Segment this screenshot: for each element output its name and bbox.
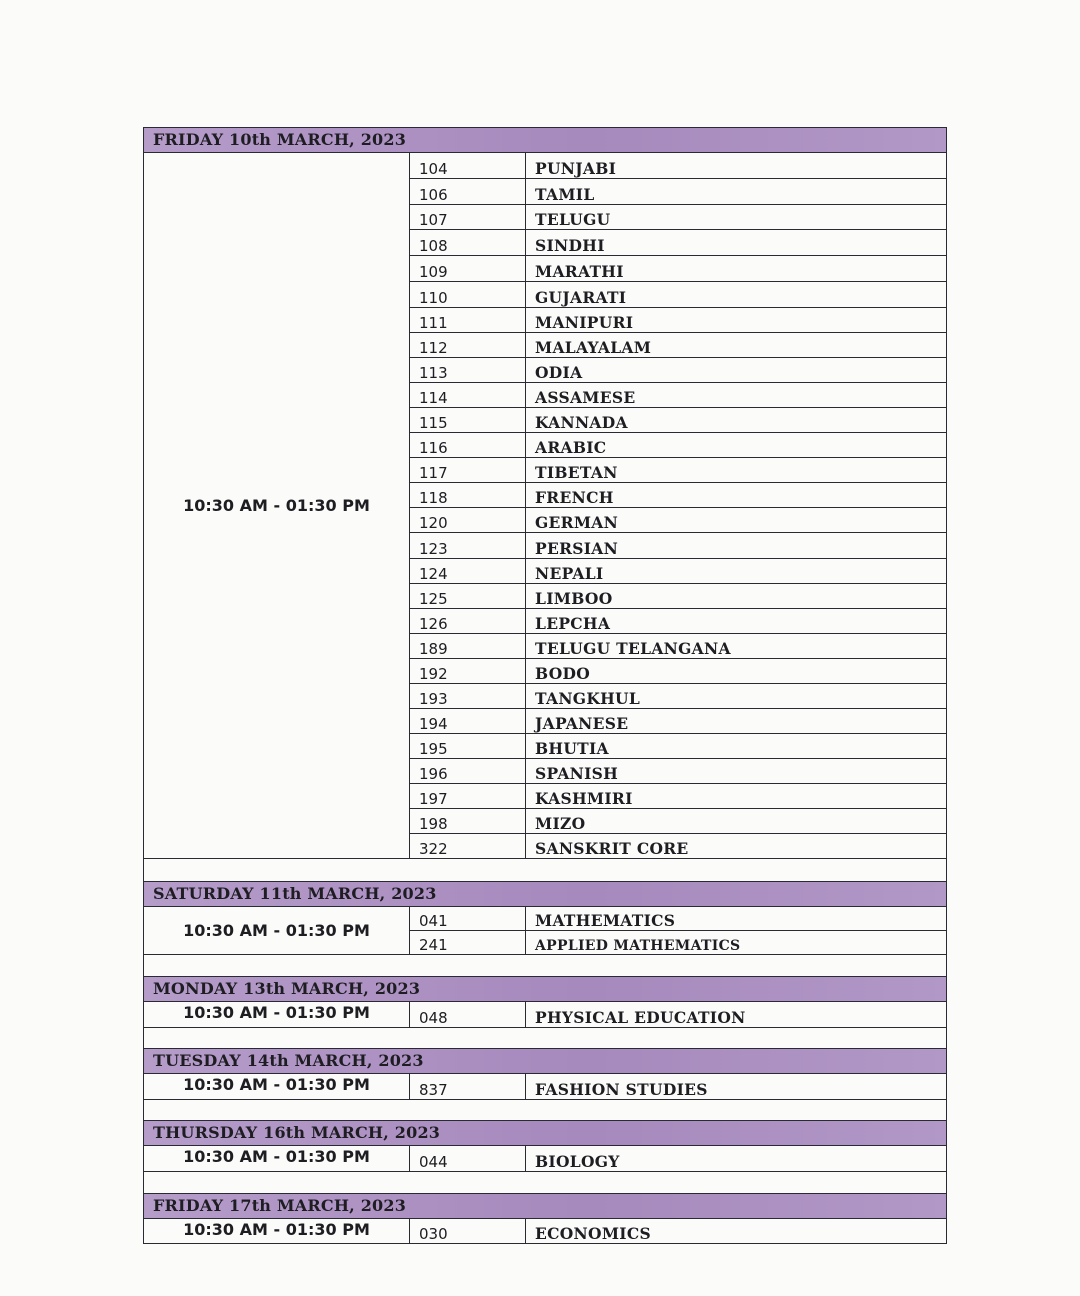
subject-name: PHYSICAL EDUCATION [526, 1002, 947, 1028]
subject-row [144, 1002, 947, 1028]
exam-time: 10:30 AM - 01:30 PM [144, 1146, 410, 1172]
exam-schedule-table [143, 127, 947, 1244]
subject-name: LEPCHA [526, 609, 947, 634]
subject-code: 115 [410, 408, 526, 433]
subject-code: 104 [410, 153, 526, 179]
subject-code: 837 [410, 1074, 526, 1100]
subject-name: KASHMIRI [526, 784, 947, 809]
subject-name: NEPALI [526, 559, 947, 584]
subject-name: BIOLOGY [526, 1146, 947, 1172]
date-header-row [144, 128, 947, 153]
subject-name: MANIPURI [526, 308, 947, 333]
subject-code: 322 [410, 834, 526, 859]
subject-code: 125 [410, 584, 526, 609]
subject-code: 192 [410, 659, 526, 684]
subject-name: LIMBOO [526, 584, 947, 609]
subject-name: APPLIED MATHEMATICS [526, 931, 947, 955]
subject-name: TELUGU TELANGANA [526, 634, 947, 659]
subject-code: 113 [410, 358, 526, 383]
subject-name: GERMAN [526, 508, 947, 533]
subject-code: 117 [410, 458, 526, 483]
subject-name: MATHEMATICS [526, 907, 947, 931]
spacer-row [144, 1028, 947, 1049]
subject-name: FRENCH [526, 483, 947, 508]
exam-date: THURSDAY 16th MARCH, 2023 [144, 1121, 947, 1146]
subject-code: 112 [410, 333, 526, 358]
subject-code: 109 [410, 256, 526, 282]
subject-code: 118 [410, 483, 526, 508]
exam-date: TUESDAY 14th MARCH, 2023 [144, 1049, 947, 1074]
subject-name: BODO [526, 659, 947, 684]
subject-name: GUJARATI [526, 282, 947, 308]
subject-name: ECONOMICS [526, 1219, 947, 1244]
spacer-cell [144, 1100, 947, 1121]
date-header-row [144, 882, 947, 907]
subject-row [144, 153, 947, 179]
subject-name: TANGKHUL [526, 684, 947, 709]
spacer-row [144, 1100, 947, 1121]
subject-name: MALAYALAM [526, 333, 947, 358]
subject-code: 041 [410, 907, 526, 931]
subject-code: 196 [410, 759, 526, 784]
spacer-row [144, 859, 947, 882]
subject-name: MARATHI [526, 256, 947, 282]
subject-name: ODIA [526, 358, 947, 383]
subject-code: 030 [410, 1219, 526, 1244]
subject-name: TELUGU [526, 205, 947, 230]
exam-time: 10:30 AM - 01:30 PM [144, 907, 410, 955]
subject-code: 126 [410, 609, 526, 634]
subject-code: 114 [410, 383, 526, 408]
exam-time: 10:30 AM - 01:30 PM [144, 1219, 410, 1244]
subject-code: 241 [410, 931, 526, 955]
spacer-cell [144, 859, 947, 882]
subject-name: MIZO [526, 809, 947, 834]
subject-code: 123 [410, 533, 526, 559]
subject-code: 193 [410, 684, 526, 709]
subject-row [144, 907, 947, 931]
subject-row [144, 1219, 947, 1244]
exam-time: 10:30 AM - 01:30 PM [144, 1002, 410, 1028]
subject-name: BHUTIA [526, 734, 947, 759]
date-header-row [144, 1121, 947, 1146]
exam-date: FRIDAY 10th MARCH, 2023 [144, 128, 947, 153]
subject-code: 120 [410, 508, 526, 533]
exam-date: SATURDAY 11th MARCH, 2023 [144, 882, 947, 907]
spacer-row [144, 1172, 947, 1194]
subject-name: PUNJABI [526, 153, 947, 179]
spacer-cell [144, 1172, 947, 1194]
exam-date: MONDAY 13th MARCH, 2023 [144, 977, 947, 1002]
date-header-row [144, 1049, 947, 1074]
subject-name: TIBETAN [526, 458, 947, 483]
subject-code: 044 [410, 1146, 526, 1172]
subject-code: 124 [410, 559, 526, 584]
exam-time: 10:30 AM - 01:30 PM [144, 153, 410, 859]
subject-code: 111 [410, 308, 526, 333]
subject-code: 194 [410, 709, 526, 734]
subject-row [144, 1146, 947, 1172]
spacer-cell [144, 955, 947, 977]
subject-name: SPANISH [526, 759, 947, 784]
subject-name: PERSIAN [526, 533, 947, 559]
subject-name: JAPANESE [526, 709, 947, 734]
subject-code: 198 [410, 809, 526, 834]
spacer-row [144, 955, 947, 977]
subject-name: SINDHI [526, 230, 947, 256]
spacer-cell [144, 1028, 947, 1049]
subject-name: ASSAMESE [526, 383, 947, 408]
subject-name: KANNADA [526, 408, 947, 433]
exam-date: FRIDAY 17th MARCH, 2023 [144, 1194, 947, 1219]
subject-name: SANSKRIT CORE [526, 834, 947, 859]
subject-code: 197 [410, 784, 526, 809]
exam-time: 10:30 AM - 01:30 PM [144, 1074, 410, 1100]
subject-code: 195 [410, 734, 526, 759]
subject-code: 107 [410, 205, 526, 230]
subject-code: 108 [410, 230, 526, 256]
subject-code: 048 [410, 1002, 526, 1028]
subject-code: 106 [410, 179, 526, 205]
subject-name: TAMIL [526, 179, 947, 205]
date-header-row [144, 977, 947, 1002]
subject-code: 189 [410, 634, 526, 659]
subject-name: FASHION STUDIES [526, 1074, 947, 1100]
date-header-row [144, 1194, 947, 1219]
subject-code: 110 [410, 282, 526, 308]
subject-name: ARABIC [526, 433, 947, 458]
subject-row [144, 1074, 947, 1100]
subject-code: 116 [410, 433, 526, 458]
